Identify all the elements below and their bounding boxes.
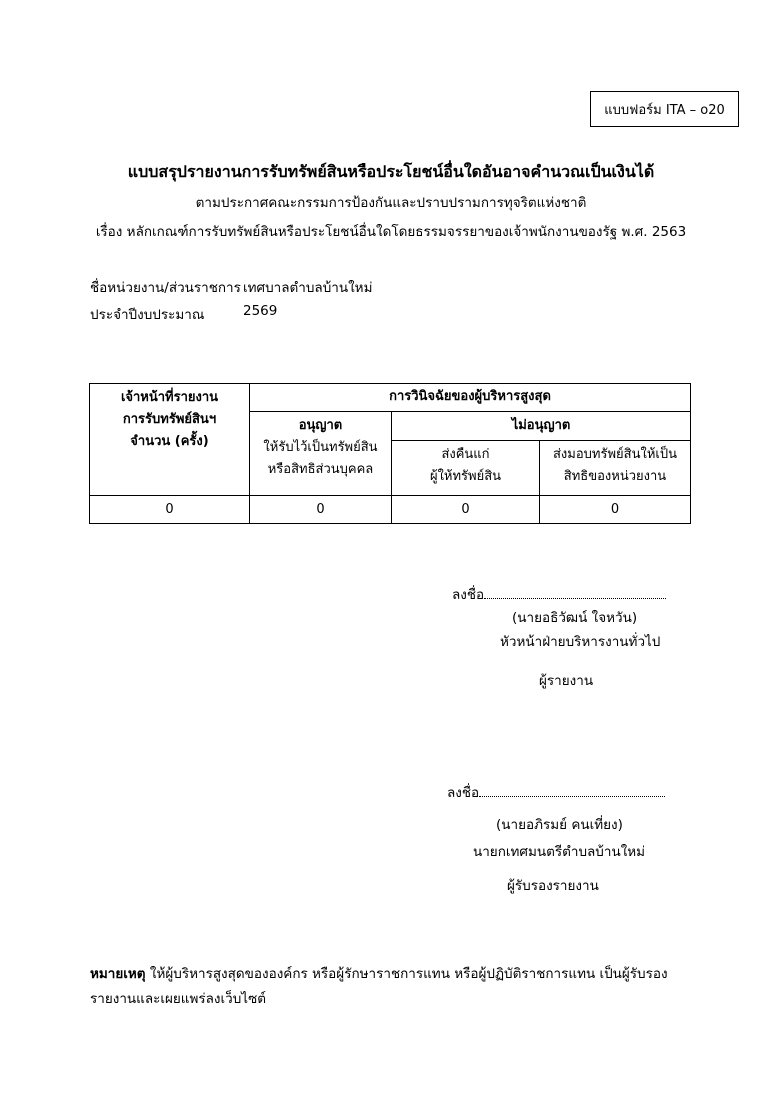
header-not-allowed: ไม่อนุญาต	[392, 412, 691, 441]
document-title: แบบสรุปรายงานการรับทรัพย์สินหรือประโยชน์อื่นใดอันอาจคำนวณเป็นเงินได้	[127, 162, 655, 181]
agency-value: เทศบาลตำบลบ้านใหม่	[243, 280, 373, 296]
header-reports: เจ้าหน้าที่รายงาน การรับทรัพย์สินฯ จำนวน (ครั้ง)	[90, 384, 250, 496]
signature-1-role: ผู้รายงาน	[539, 673, 594, 689]
document-subtitle-1: ตามประกาศคณะกรรมการป้องกันและปราบปรามการทุจริตแห่งชาติ	[195, 195, 587, 211]
header-allowed: อนุญาต ให้รับไว้เป็นทรัพย์สิน หรือสิทธิส่วนบุคคล	[250, 412, 392, 496]
signature-1-name: (นายอธิวัฒน์ ใจหวัน)	[512, 610, 638, 626]
signature-1-line	[452, 583, 666, 605]
form-code: แบบฟอร์ม ITA – o20	[604, 102, 725, 118]
signature-1-position: หัวหน้าฝ่ายบริหารงานทั่วไป	[500, 634, 661, 650]
report-table	[89, 383, 691, 524]
note-label: หมายเหตุ	[90, 966, 146, 982]
cell-return-count: 0	[392, 496, 540, 524]
signature-2-position: นายกเทศมนตรีตำบลบ้านใหม่	[473, 844, 646, 860]
signature-2-label: ลงชื่อ	[447, 785, 480, 801]
form-code-box	[590, 91, 739, 127]
note-text: ให้ผู้บริหารสูงสุดขององค์กร หรือผู้รักษาราชการแทน หรือผู้ปฏิบัติราชการแทน เป็นผู้รับรองรายงานและเผยแพร่ลงเว็บไซต์	[90, 966, 668, 1007]
cell-deliver-count: 0	[540, 496, 691, 524]
note	[90, 962, 700, 1012]
agency-label: ชื่อหน่วยงาน/ส่วนราชการ	[90, 280, 241, 296]
cell-reports-count: 0	[90, 496, 250, 524]
signature-1-label: ลงชื่อ	[452, 587, 485, 603]
signature-2-role: ผู้รับรองรายงาน	[507, 878, 599, 894]
signature-2-name: (นายอภิรมย์ คนเที่ยง)	[496, 817, 623, 833]
fiscal-year-label: ประจำปีงบประมาณ	[90, 307, 205, 323]
cell-allowed-count: 0	[250, 496, 392, 524]
fiscal-year-value: 2569	[243, 303, 278, 319]
document-subtitle-2: เรื่อง หลักเกณฑ์การรับทรัพย์สินหรือประโยชน์อื่นใดโดยธรรมจรรยาของเจ้าพนักงานของรัฐ พ.ศ. 2563	[95, 224, 687, 240]
table-row	[90, 496, 691, 524]
header-deliver-to-agency: ส่งมอบทรัพย์สินให้เป็น สิทธิของหน่วยงาน	[540, 441, 691, 496]
header-return-to-giver: ส่งคืนแก่ ผู้ให้ทรัพย์สิน	[392, 441, 540, 496]
header-decision: การวินิจฉัยของผู้บริหารสูงสุด	[250, 384, 691, 412]
signature-2-line	[447, 781, 665, 803]
